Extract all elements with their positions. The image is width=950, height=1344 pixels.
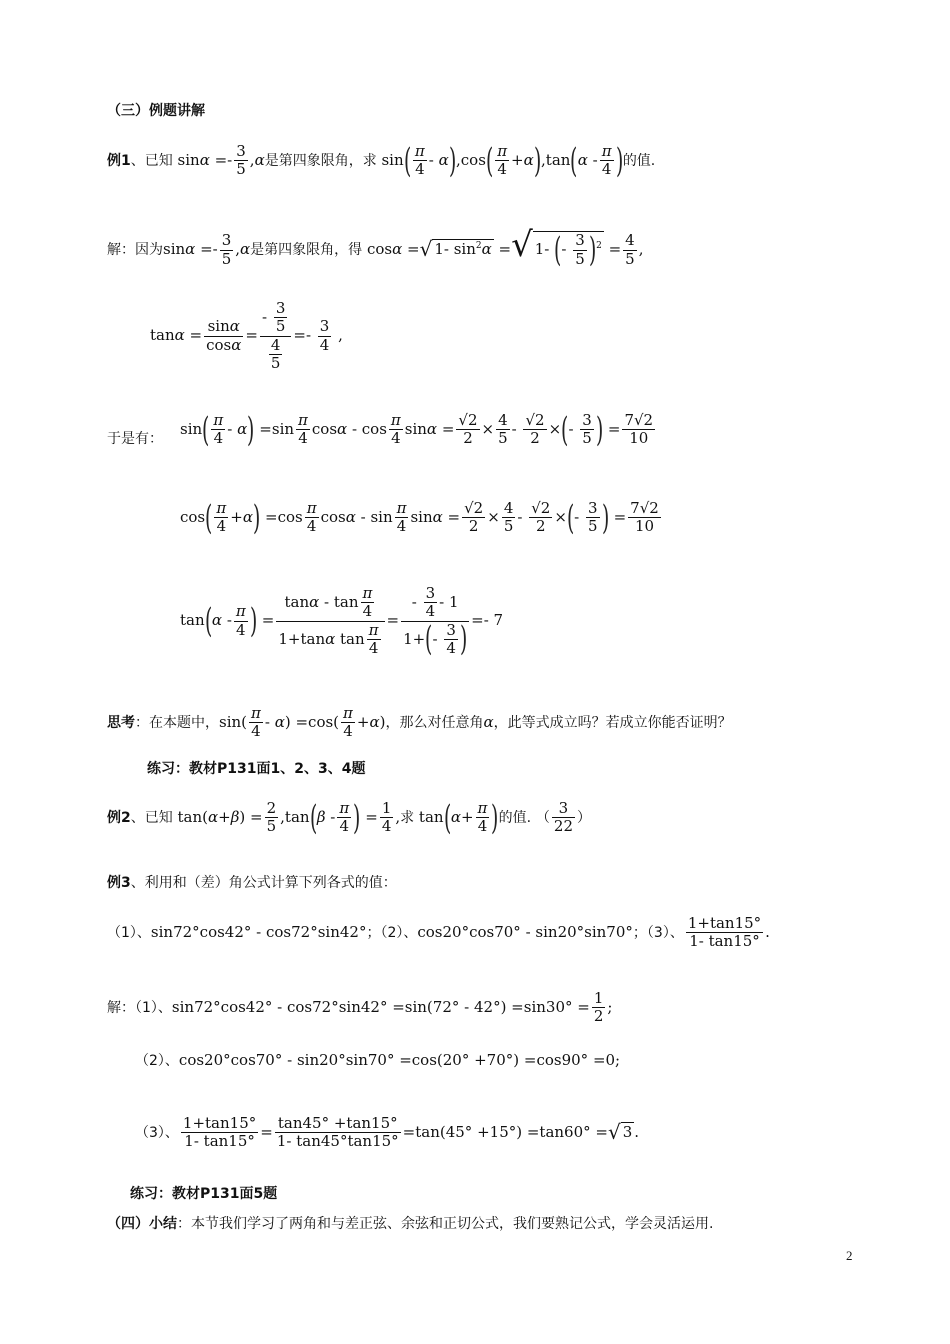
- alpha-symbol: α: [483, 712, 494, 731]
- formula: sin( $\frac{\pi}{4}$ - α) =cos( $\frac{\pi}{4}$ +α): [219, 704, 386, 741]
- practice-2: 练习：教材P131面5题: [130, 1186, 278, 1202]
- section-heading-examples: （三）例题讲解: [107, 103, 205, 119]
- think-question: 思考：在本题中，sin( $\frac{\pi}{4}$ - α) =cos( $\frac{\pi}{4}$ +α)，那么对任意角α，此等式成立吗？若成立你能否证明？: [107, 704, 732, 741]
- formula: sin72°cos42° - cos72°sin42° =sin(72° - 42°) =sin30° = $\frac{1}{2}$ ;: [171, 989, 613, 1026]
- practice-1: 练习：教材P131面1、2、3、4题: [147, 761, 366, 777]
- summary: （四）小结：本节我们学习了两角和与差正弦、余弦和正切公式，我们要熟记公式，学会灵活运用.: [107, 1216, 714, 1232]
- page-number: 2: [846, 1248, 853, 1263]
- solution-1-line: 解：因为sinα =- $\frac{3}{5}$ ,α是第四象限角，得 cosα =√ 1- $\sin^2\alpha$ =√ 1- (- $\frac{3}{5}$ )$^2$ = $\frac{4}{5}$ ,: [107, 225, 644, 270]
- sin-formula: sin( $\frac{\pi}{4}$ - α) =sin $\frac{\pi}{4}$ cosα - cos $\frac{\pi}{4}$ sinα = $\frac{√2}{2}$ × $\frac{4}{5}$ - $\frac{√2}{2}$ ×(- $\frac{3}{5}$ ) = $\frac{7√2}{10}$: [180, 409, 654, 450]
- example-2-statement: 例2、已知 tan(α+β) = $\frac{2}{5}$ ,tan(β - $\frac{\pi}{4}$ ) = $\frac{1}{4}$ ,求 tan(α+ $\frac{\pi}{4}$ )的值. （ $\frac{3}{22}$ ）: [107, 797, 591, 838]
- example-3-statement: 例3、利用和（差）角公式计算下列各式的值：: [107, 875, 397, 891]
- formula: $\frac{1+\tan 15^\circ}{1- \tan 15^\circ}$ .: [687, 914, 770, 951]
- hence-label: 于是有：: [107, 431, 163, 447]
- solution-3-3: （3）、 $\frac{1+\tan 15^\circ}{1- \tan 15^\circ}$ = $\frac{\tan 45^\circ +\tan 15^\circ}{1- \tan 45^\circ\tan 15^\circ}$ =tan(45° +15°) =tan60° =√ 3 .: [135, 1114, 640, 1151]
- formula: sinα =- $\frac{3}{5}$ ,α: [163, 231, 251, 268]
- answer: $\frac{3}{22}$: [553, 799, 573, 836]
- tan-alpha-formula: tanα = $\frac{\sin\alpha}{\cos\alpha}$ = - $\frac{3}{5}$ $\frac{4}{5}$ =- $\frac{3}{4}$ ,: [150, 299, 343, 372]
- example-3-items: （1）、sin72°cos42° - cos72°sin42°；（2）、cos20°cos70° - sin20°sin70°；（3）、 $\frac{1+\tan 15^\circ}{1- \tan 15^\circ}$ .: [107, 914, 770, 951]
- formula: sinα =- $\frac{3}{5}$ ,α: [177, 142, 265, 179]
- solution-3-2: （2）、cos20°cos70° - sin20°sin70° =cos(20° +70°) =cos90° =0;: [135, 1051, 621, 1069]
- formula: tan(α+ $\frac{\pi}{4}$ ): [418, 797, 499, 838]
- example-1-statement: 例1、已知 sinα =- $\frac{3}{5}$ ,α是第四象限角，求 sin( $\frac{\pi}{4}$ - α),cos( $\frac{\pi}{4}$ +α),tan(α - $\frac{\pi}{4}$ )的值.: [107, 140, 656, 181]
- formula: $\frac{1+\tan 15^\circ}{1- \tan 15^\circ}$ = $\frac{\tan 45^\circ +\tan 15^\circ}{1- \tan 45^\circ\tan 15^\circ}$ =tan(45° +15°) =tan60° =√ 3 .: [182, 1114, 640, 1151]
- formula: sin( $\frac{\pi}{4}$ - α),cos( $\frac{\pi}{4}$ +α),tan(α - $\frac{\pi}{4}$ ): [381, 140, 623, 181]
- tan-formula: tan(α - $\frac{\pi}{4}$ ) = tanα - tan $\frac{\pi}{4}$ 1+tanα tan $\frac{\pi}{4}$ = - $\frac{3}{4}$ - 1 1+(- $\frac{3}{4}$ ) =- 7: [180, 584, 504, 660]
- formula: cos20°cos70° - sin20°sin70°: [417, 922, 633, 941]
- formula: sin72°cos42° - cos72°sin42°: [150, 922, 367, 941]
- cos-formula: cos( $\frac{\pi}{4}$ +α) =cos $\frac{\pi}{4}$ cosα - sin $\frac{\pi}{4}$ sinα = $\frac{√2}{2}$ × $\frac{4}{5}$ - $\frac{√2}{2}$ ×(- $\frac{3}{5}$ ) = $\frac{7√2}{10}$: [180, 497, 659, 538]
- formula: cosα =√ 1- $\sin^2\alpha$ =√ 1- (- $\frac{3}{5}$ )$^2$ = $\frac{4}{5}$ ,: [366, 225, 644, 270]
- formula: cos20°cos70° - sin20°sin70° =cos(20° +70°) =cos90° =0;: [178, 1051, 621, 1069]
- solution-3-1: 解：（1）、sin72°cos42° - cos72°sin42° =sin(72° - 42°) =sin30° = $\frac{1}{2}$ ;: [107, 989, 613, 1026]
- formula: tan(α+β) = $\frac{2}{5}$ ,tan(β - $\frac{\pi}{4}$ ) = $\frac{1}{4}$ ,: [177, 797, 401, 838]
